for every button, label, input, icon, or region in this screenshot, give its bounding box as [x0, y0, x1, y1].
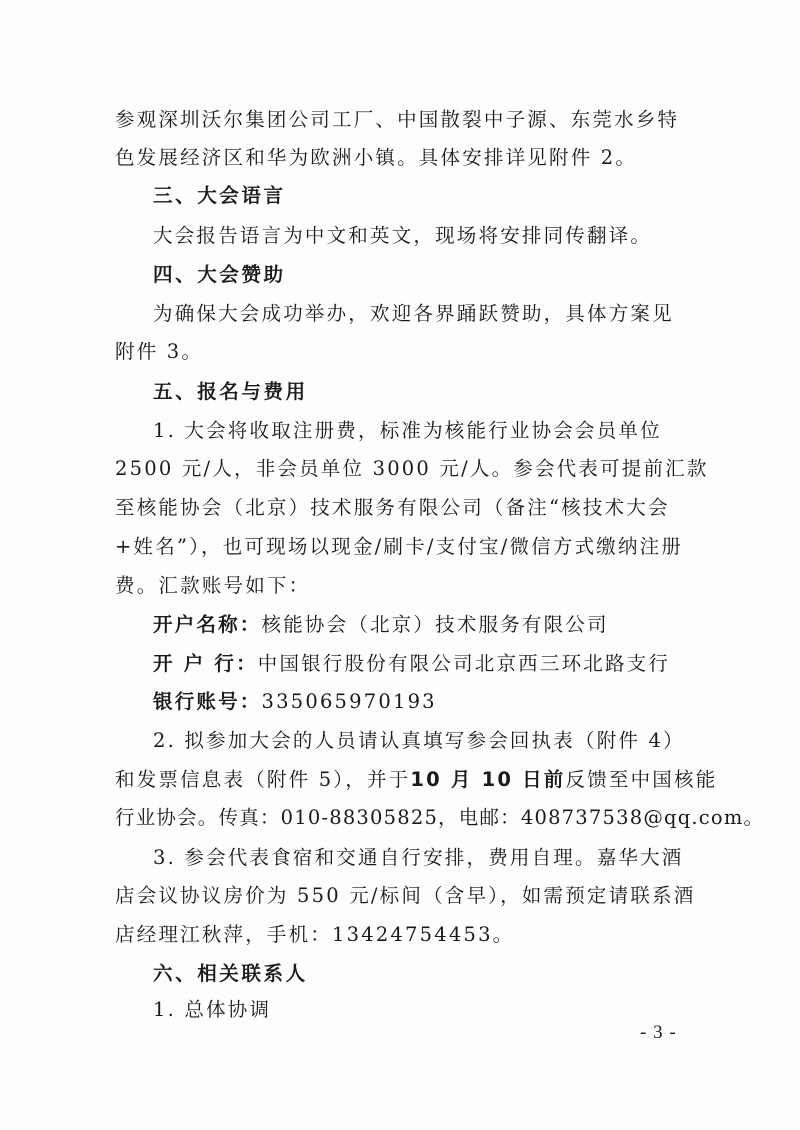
paragraph-line: 1. 总体协调 — [153, 998, 272, 1021]
paragraph-line: 色发展经济区和华为欧洲小镇。具体安排详见附件 2。 — [115, 146, 638, 169]
account-number-row — [153, 689, 675, 715]
account-name-label: 开户名称： — [153, 613, 262, 636]
paragraph-line: 1. 大会将收取注册费，标准为核能行业协会会员单位 — [153, 419, 662, 442]
paragraph-line: 2500 元/人，非会员单位 3000 元/人。参会代表可提前汇款 — [115, 457, 709, 480]
deadline-text: 10 月 10 日前 — [410, 768, 566, 791]
text-span: 和发票信息表（附件 5），并于 — [115, 768, 411, 791]
account-bank-label: 开 户 行： — [153, 652, 258, 675]
paragraph-line: 大会报告语言为中文和英文，现场将安排同传翻译。 — [153, 224, 653, 247]
account-number-value: 335065970193 — [261, 690, 437, 713]
paragraph-line: 为确保大会成功举办，欢迎各界踊跃赞助，具体方案见 — [153, 302, 674, 325]
account-bank-row — [153, 651, 675, 677]
paragraph-line: 至核能协会（北京）技术服务有限公司（备注“核技术大会 — [115, 496, 670, 519]
paragraph-line: 店会议协议房价为 550 元/标间（含早），如需预定请联系酒 — [115, 884, 696, 907]
text-span: 反馈至中国核能 — [565, 768, 718, 791]
page-number: - 3 - — [640, 1022, 677, 1043]
paragraph-line — [115, 767, 718, 793]
paragraph-line: 2. 拟参加大会的人员请认真填写参会回执表（附件 4） — [153, 729, 685, 752]
paragraph-line: 参观深圳沃尔集团公司工厂、中国散裂中子源、东莞水乡特 — [115, 108, 680, 131]
account-number-label: 银行账号： — [153, 690, 262, 713]
section-heading-contacts: 六、相关联系人 — [153, 962, 308, 985]
account-name-row — [153, 612, 675, 638]
paragraph-line: +姓名”），也可现场以现金/刷卡/支付宝/微信方式缴纳注册 — [115, 535, 684, 558]
paragraph-line: 费。汇款账号如下： — [115, 574, 311, 597]
section-heading-language: 三、大会语言 — [153, 184, 286, 207]
paragraph-line: 店经理江秋萍，手机：13424754453。 — [115, 923, 515, 946]
section-heading-sponsorship: 四、大会赞助 — [153, 263, 286, 286]
paragraph-line: 附件 3。 — [115, 340, 204, 363]
paragraph-line: 行业协会。传真：010-88305825，电邮：408737538@qq.com。 — [115, 806, 765, 829]
paragraph-line: 3. 参会代表食宿和交通自行安排，费用自理。嘉华大酒 — [153, 846, 684, 869]
account-name-value: 核能协会（北京）技术服务有限公司 — [261, 613, 609, 636]
section-heading-registration: 五、报名与费用 — [153, 380, 308, 403]
account-bank-value: 中国银行股份有限公司北京西三环北路支行 — [257, 652, 671, 675]
